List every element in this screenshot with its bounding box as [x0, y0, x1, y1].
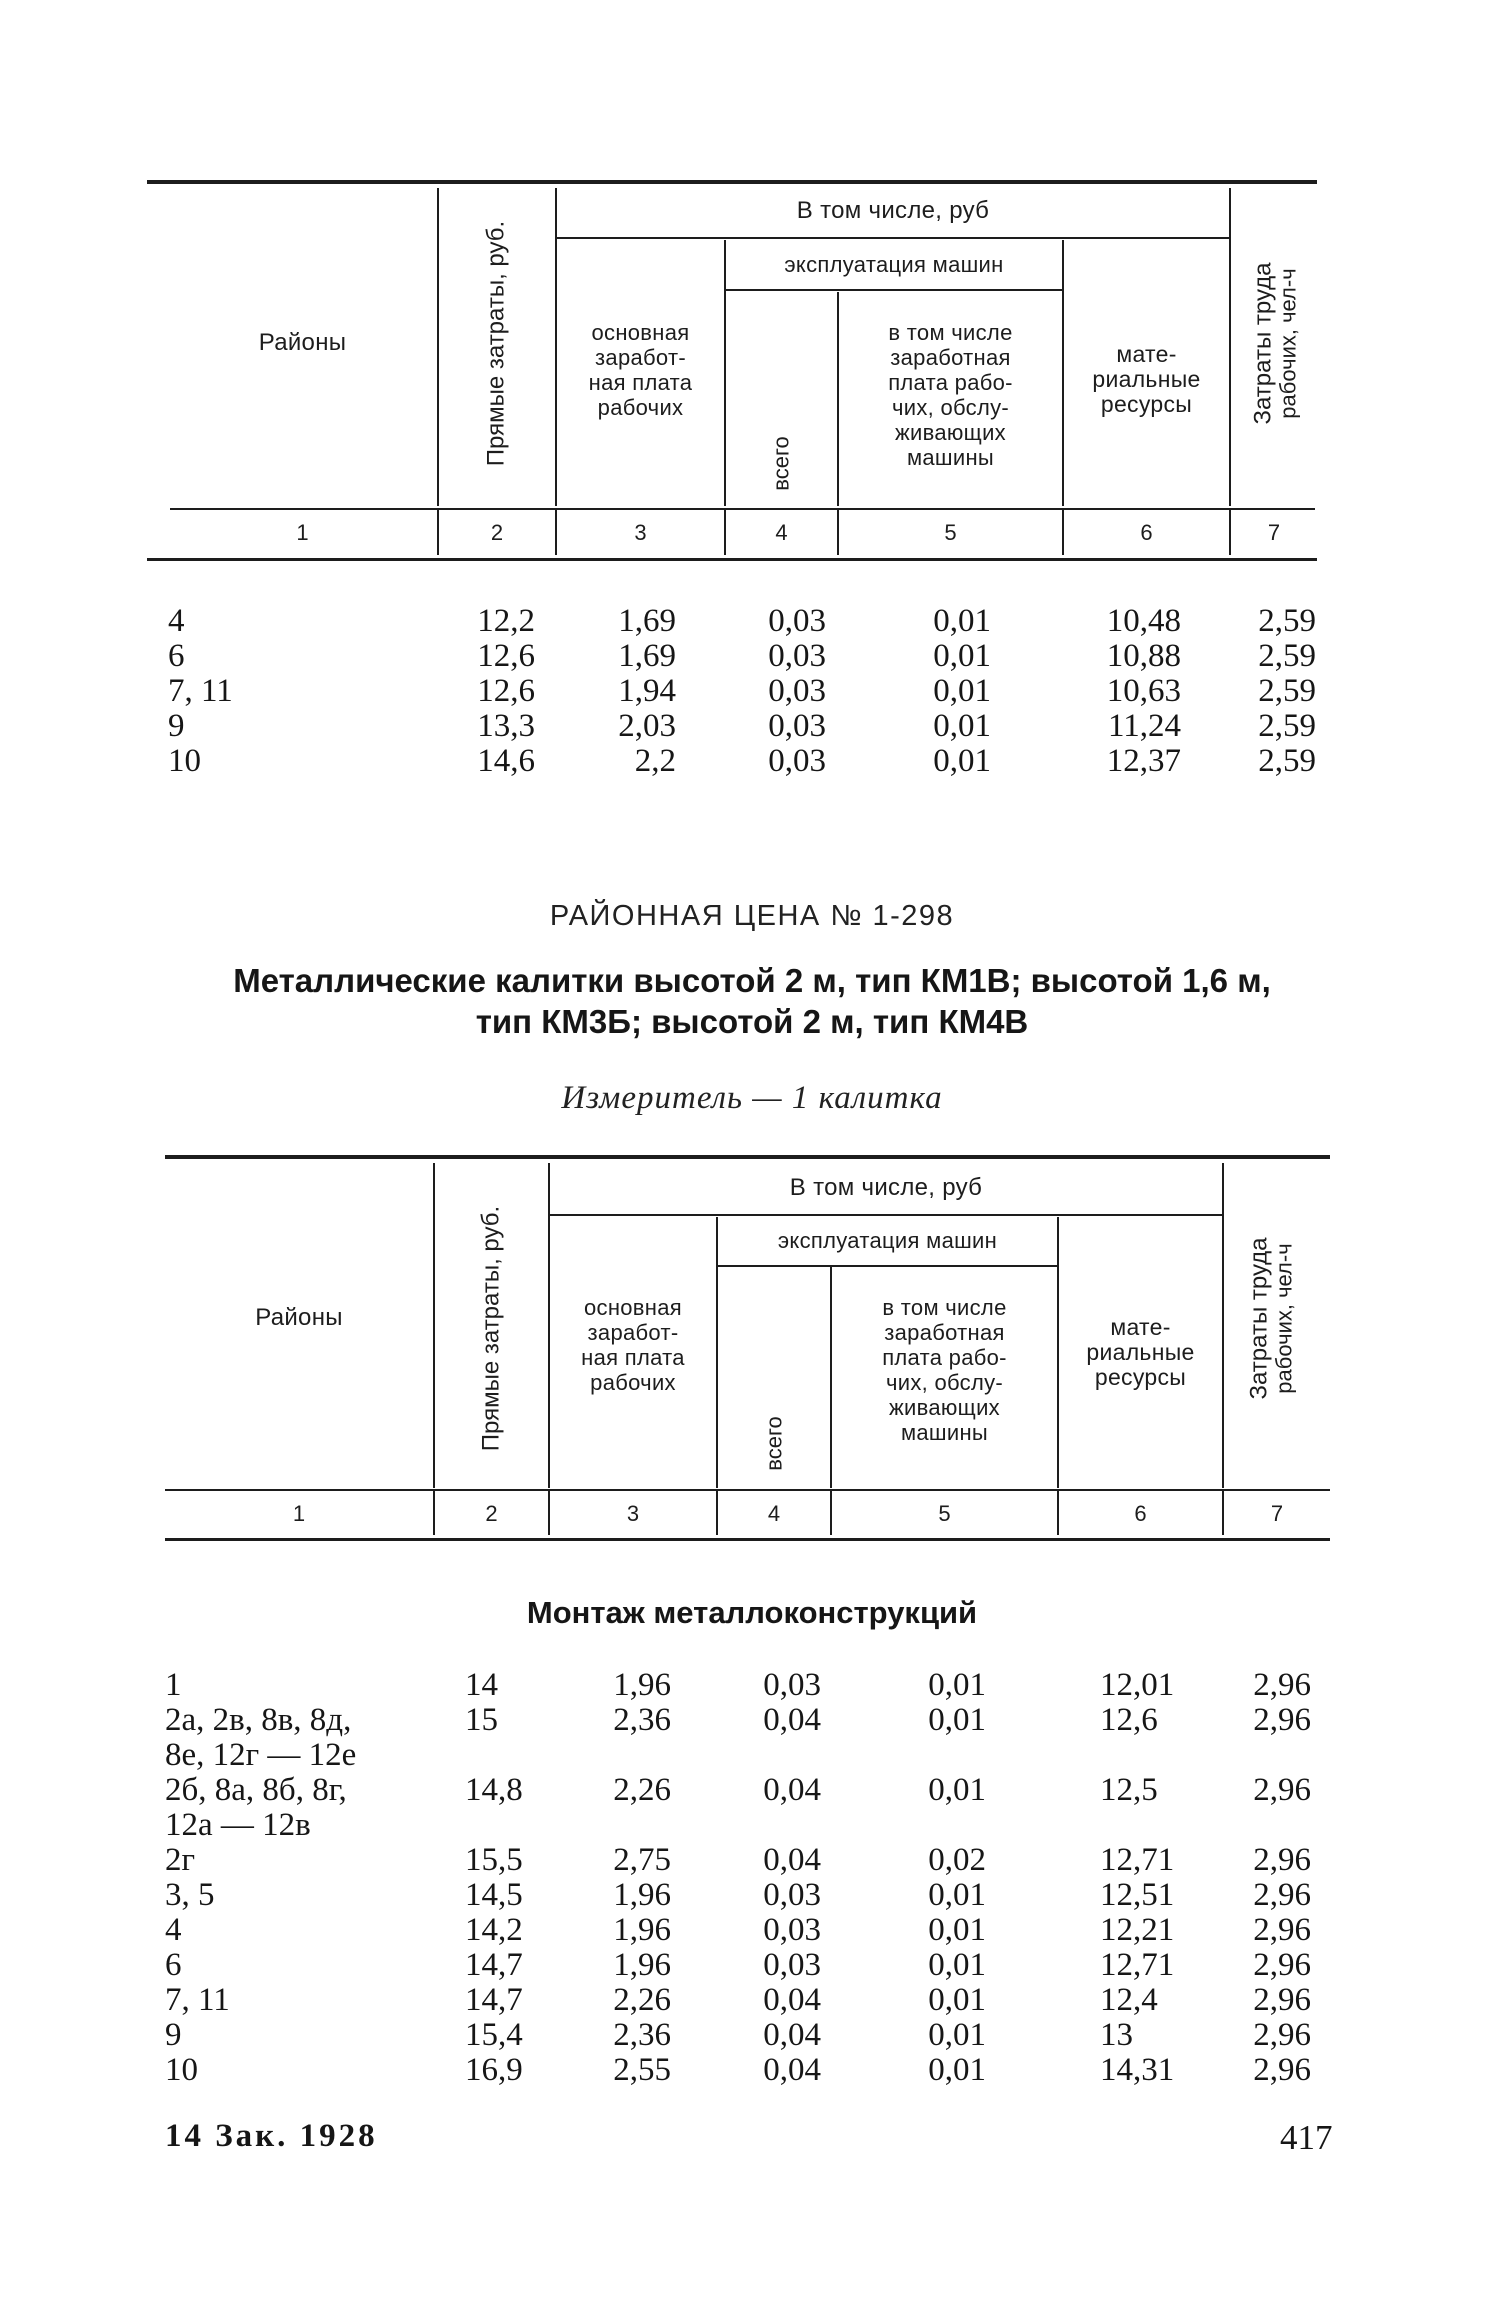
cell-direct: 14,7 [465, 1947, 523, 1983]
cell-incl: 0,01 [928, 1947, 986, 1983]
cell-district: 7, 11 [165, 1982, 230, 2018]
cell-materials: 11,24 [1107, 708, 1181, 744]
cell-labor: 2,59 [1258, 743, 1316, 779]
cell-wage: 1,96 [613, 1912, 671, 1948]
cell-labor: 2,96 [1253, 1947, 1311, 1983]
cell-district: 6 [168, 638, 185, 674]
table-row [0, 1983, 1504, 2018]
cell-incl: 0,02 [928, 1842, 986, 1878]
cell-incl: 0,01 [933, 673, 991, 709]
cell-labor: 2,96 [1253, 1912, 1311, 1948]
table-row [0, 2018, 1504, 2053]
footer-print-info: 14 Зак. 1928 [165, 2118, 378, 2154]
header-districts: Районы [258, 329, 347, 356]
cell-direct: 13,3 [477, 708, 535, 744]
table-row [0, 674, 1504, 709]
cell-labor: 2,96 [1253, 1842, 1311, 1878]
cell-district: 4 [165, 1912, 182, 1948]
cell-district: 9 [168, 708, 185, 744]
cell-labor: 2,59 [1258, 638, 1316, 674]
col-num-4: 4 [767, 1501, 781, 1526]
cell-district: 4 [168, 603, 185, 639]
cell-materials: 10,63 [1106, 673, 1181, 709]
header-districts: Районы [255, 1304, 343, 1331]
cell-total: 0,03 [768, 638, 826, 674]
cell-incl: 0,01 [933, 743, 991, 779]
cell-wage: 2,36 [613, 1702, 671, 1738]
col-num-2: 2 [490, 520, 504, 545]
cell-district: 3, 5 [165, 1877, 215, 1913]
header-materials: мате- риальные ресурсы [1092, 341, 1201, 417]
cell-materials: 12,5 [1100, 1772, 1158, 1808]
table-row [0, 1843, 1504, 1878]
cell-materials: 14,31 [1100, 2052, 1175, 2088]
cell-direct: 16,9 [465, 2052, 523, 2088]
cell-direct: 14 [465, 1667, 498, 1703]
header-including: В том числе, руб [789, 1174, 983, 1201]
cell-incl: 0,01 [928, 1772, 986, 1808]
cell-labor: 2,96 [1253, 1702, 1311, 1738]
cell-materials: 12,01 [1100, 1667, 1175, 1703]
cell-district: 9 [165, 2017, 182, 2053]
col-num-7: 7 [1270, 1501, 1284, 1526]
table-row [0, 1773, 1504, 1843]
cell-direct: 12,6 [477, 638, 535, 674]
col-num-1: 1 [296, 520, 309, 545]
cell-direct: 14,2 [465, 1912, 523, 1948]
cell-district: 2а, 2в, 8в, 8д, [165, 1702, 352, 1738]
cell-direct: 15 [465, 1702, 498, 1738]
col-num-3: 3 [626, 1501, 640, 1526]
price-title-line1: Металлические калитки высотой 2 м, тип КМ1В; высотой 1,6 м, [233, 962, 1271, 999]
cell-wage: 2,26 [613, 1982, 671, 2018]
cell-total: 0,03 [763, 1877, 821, 1913]
header-labor-1: Затраты труда [1249, 262, 1277, 425]
cell-incl: 0,01 [928, 1982, 986, 2018]
table-row [0, 1878, 1504, 1913]
cell-total: 0,03 [763, 1667, 821, 1703]
cell-materials: 12,71 [1100, 1947, 1175, 1983]
cell-direct: 14,8 [465, 1772, 523, 1808]
header-labor-1: Затраты труда [1245, 1237, 1273, 1400]
cell-district: 2г [165, 1842, 196, 1878]
header-direct-costs: Прямые затраты, руб. [482, 220, 510, 467]
section-title: Монтаж металлоконструкций [526, 1595, 978, 1630]
header-machine-ops: эксплуатация машин [777, 1228, 998, 1253]
header-including: В том числе, руб [796, 197, 990, 224]
cell-materials: 10,88 [1106, 638, 1181, 674]
cell-labor: 2,96 [1253, 1667, 1311, 1703]
price-title-line2: тип КМ3Б; высотой 2 м, тип КМ4В [475, 1003, 1029, 1040]
cell-wage: 1,94 [618, 673, 676, 709]
cell-wage: 2,26 [613, 1772, 671, 1808]
cell-district-cont: 8е, 12г — 12е [165, 1737, 357, 1773]
table-row [0, 1948, 1504, 1983]
cell-labor: 2,96 [1253, 2017, 1311, 2053]
table1-header [0, 180, 1504, 565]
table-row [0, 639, 1504, 674]
cell-total: 0,03 [768, 603, 826, 639]
cell-total: 0,03 [763, 1912, 821, 1948]
cell-direct: 12,2 [477, 603, 535, 639]
cell-total: 0,03 [768, 673, 826, 709]
cell-district: 7, 11 [168, 673, 233, 709]
col-num-2: 2 [485, 1501, 498, 1526]
header-materials: мате- риальные ресурсы [1086, 1314, 1195, 1390]
cell-wage: 2,75 [613, 1842, 671, 1878]
cell-materials: 13 [1100, 2017, 1133, 2053]
cell-labor: 2,96 [1253, 1877, 1311, 1913]
cell-total: 0,04 [763, 2052, 821, 2088]
cell-labor: 2,59 [1258, 708, 1316, 744]
cell-labor: 2,96 [1253, 1772, 1311, 1808]
cell-district: 2б, 8а, 8б, 8г, [165, 1772, 347, 1808]
cell-incl: 0,01 [933, 708, 991, 744]
cell-incl: 0,01 [928, 2052, 986, 2088]
table-row [0, 2053, 1504, 2088]
cell-wage: 2,55 [613, 2052, 671, 2088]
cell-wage: 1,69 [618, 638, 676, 674]
header-labor-2: рабочих, чел-ч [1271, 1243, 1297, 1394]
cell-total: 0,03 [768, 743, 826, 779]
table-row [0, 604, 1504, 639]
cell-materials: 12,6 [1100, 1702, 1158, 1738]
cell-incl: 0,01 [933, 603, 991, 639]
cell-incl: 0,01 [928, 1912, 986, 1948]
cell-materials: 12,21 [1100, 1912, 1175, 1948]
cell-incl: 0,01 [928, 1667, 986, 1703]
page-number: 417 [1280, 2118, 1333, 2157]
cell-wage: 2,2 [634, 743, 676, 779]
cell-incl: 0,01 [933, 638, 991, 674]
cell-wage: 1,96 [613, 1667, 671, 1703]
header-incl-wage: в том числе заработная плата рабо- чих, обслу- живающих машины [882, 1295, 1007, 1445]
cell-total: 0,04 [763, 1772, 821, 1808]
col-num-4: 4 [775, 520, 788, 545]
cell-materials: 12,71 [1100, 1842, 1175, 1878]
cell-direct: 14,6 [477, 743, 535, 779]
col-num-1: 1 [292, 1501, 306, 1526]
cell-total: 0,04 [763, 1982, 821, 2018]
header-labor-2: рабочих, чел-ч [1275, 268, 1301, 419]
header-incl-wage: в том числе заработная плата рабо- чих, обслу- живающих машины [888, 320, 1013, 470]
header-base-wage: основная заработ- ная плата рабочих [588, 320, 693, 420]
table-row [0, 1913, 1504, 1948]
cell-materials: 10,48 [1106, 603, 1181, 639]
cell-wage: 2,03 [618, 708, 676, 744]
col-num-7: 7 [1267, 520, 1281, 545]
cell-total: 0,04 [763, 1842, 821, 1878]
col-num-6: 6 [1140, 520, 1153, 545]
cell-direct: 14,5 [465, 1877, 523, 1913]
table-row [0, 744, 1504, 779]
col-num-5: 5 [944, 520, 957, 545]
cell-total: 0,04 [763, 1702, 821, 1738]
cell-labor: 2,59 [1258, 603, 1316, 639]
header-total: всего [768, 436, 794, 491]
cell-direct: 15,5 [465, 1842, 523, 1878]
cell-labor: 2,96 [1253, 1982, 1311, 2018]
cell-labor: 2,96 [1253, 2052, 1311, 2088]
header-direct-costs: Прямые затраты, руб. [477, 1205, 505, 1452]
table-row [0, 1668, 1504, 1703]
cell-district: 10 [165, 2052, 198, 2088]
cell-direct: 12,6 [477, 673, 535, 709]
header-machine-ops: эксплуатация машин [784, 252, 1004, 277]
measure-unit: Измеритель — 1 калитка [561, 1080, 943, 1116]
cell-district: 6 [165, 1947, 182, 1983]
cell-total: 0,03 [768, 708, 826, 744]
cell-total: 0,04 [763, 2017, 821, 2053]
price-label: РАЙОННАЯ ЦЕНА № 1-298 [549, 900, 955, 932]
cell-wage: 1,69 [618, 603, 676, 639]
header-total: всего [761, 1416, 787, 1471]
cell-district: 10 [168, 743, 201, 779]
cell-materials: 12,4 [1100, 1982, 1158, 2018]
table1-body [0, 604, 1504, 779]
table2-header [0, 1155, 1504, 1545]
table2-body [0, 1668, 1504, 2088]
table-row [0, 1703, 1504, 1773]
cell-district: 1 [165, 1667, 182, 1703]
cell-materials: 12,37 [1106, 743, 1181, 779]
header-base-wage: основная заработ- ная плата рабочих [581, 1295, 685, 1395]
col-num-6: 6 [1134, 1501, 1147, 1526]
cell-total: 0,03 [763, 1947, 821, 1983]
cell-direct: 15,4 [465, 2017, 523, 2053]
cell-incl: 0,01 [928, 1877, 986, 1913]
cell-district-cont: 12а — 12в [165, 1807, 311, 1843]
cell-materials: 12,51 [1100, 1877, 1175, 1913]
cell-incl: 0,01 [928, 2017, 986, 2053]
cell-wage: 2,36 [613, 2017, 671, 2053]
cell-labor: 2,59 [1258, 673, 1316, 709]
cell-direct: 14,7 [465, 1982, 523, 2018]
cell-wage: 1,96 [613, 1877, 671, 1913]
col-num-5: 5 [938, 1501, 951, 1526]
cell-incl: 0,01 [928, 1702, 986, 1738]
col-num-3: 3 [634, 520, 647, 545]
cell-wage: 1,96 [613, 1947, 671, 1983]
table-row [0, 709, 1504, 744]
